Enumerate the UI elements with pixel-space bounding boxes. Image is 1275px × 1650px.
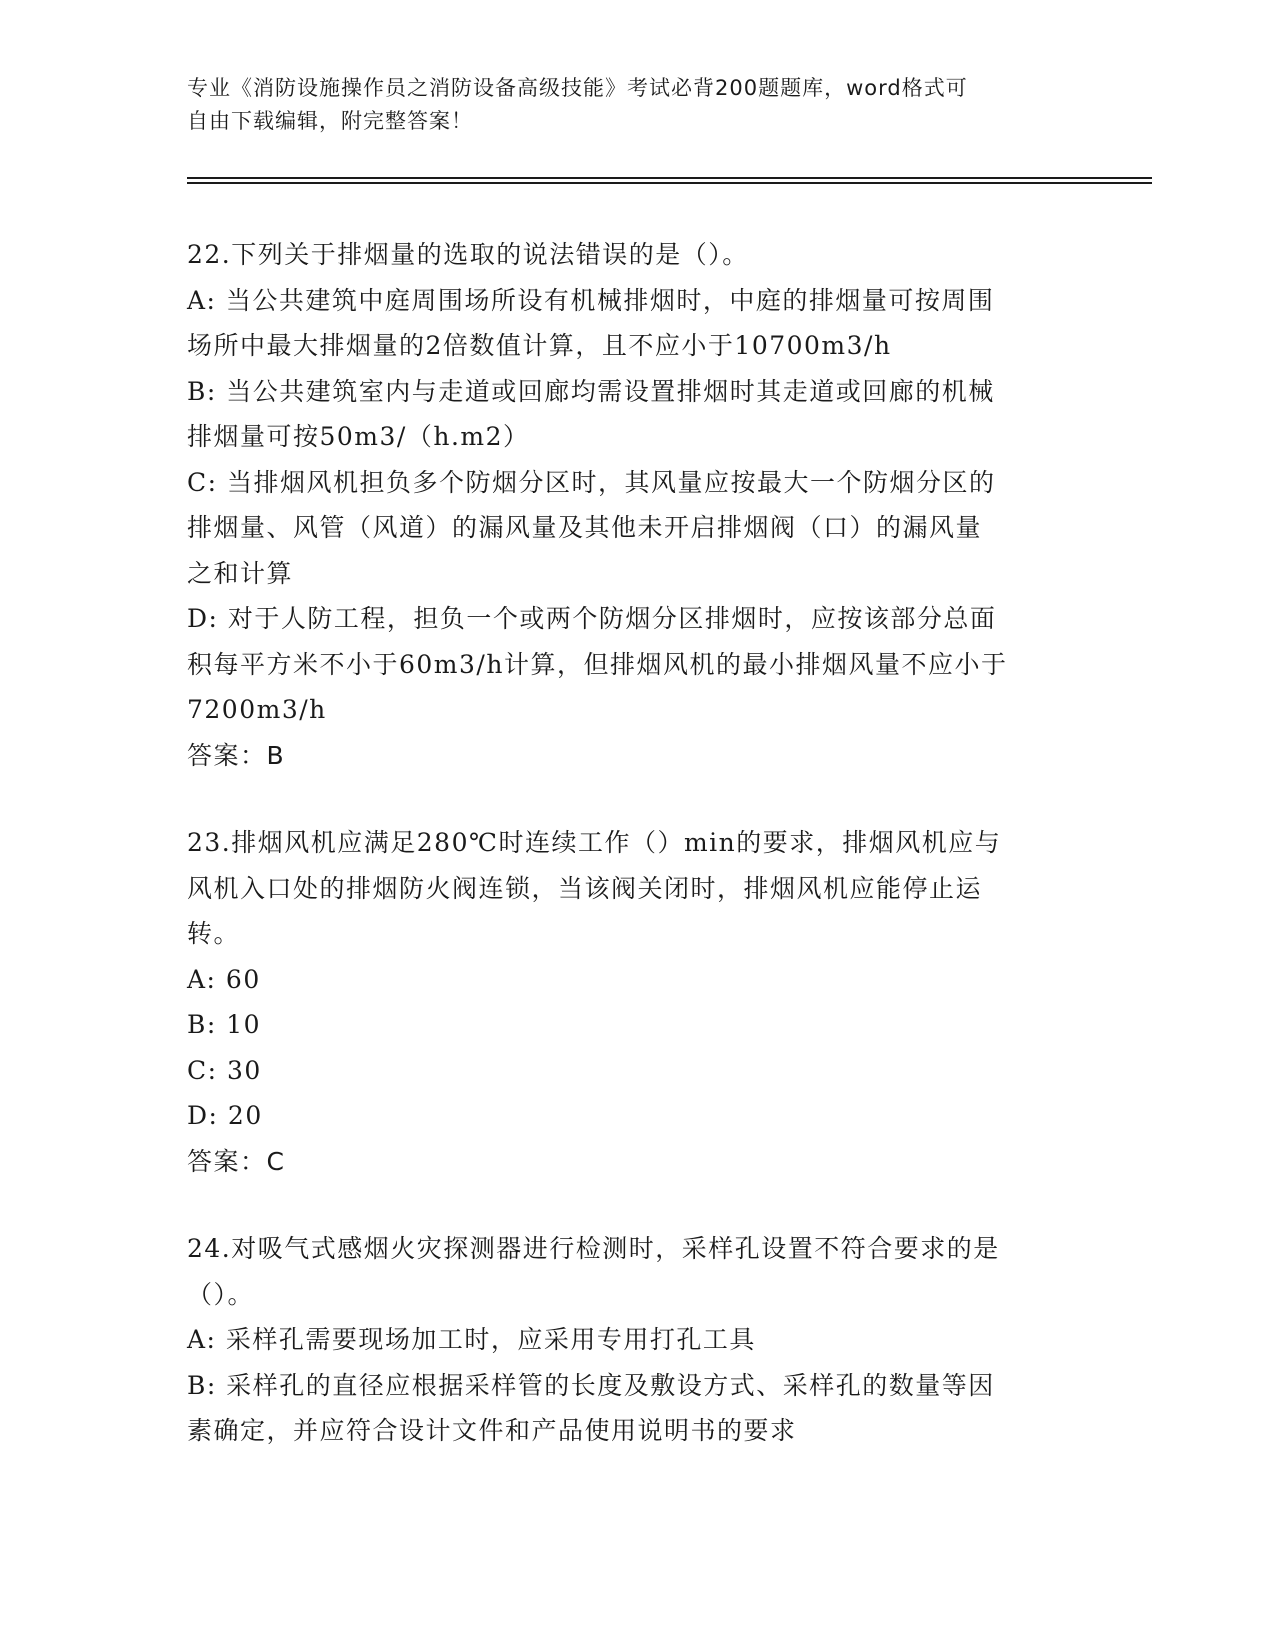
question-block bbox=[187, 232, 1077, 778]
option-line: 素确定，并应符合设计文件和产品使用说明书的要求 bbox=[187, 1416, 797, 1445]
question-stem-line: 风机入口处的排烟防火阀连锁，当该阀关闭时，排烟风机应能停止运 bbox=[187, 873, 983, 903]
option-line: 场所中最大排烟量的2倍数值计算，且不应小于10700m3/h bbox=[187, 331, 892, 360]
option-line: B: 当公共建筑室内与走道或回廊均需设置排烟时其走道或回廊的机械 bbox=[187, 376, 995, 406]
question-stem-line: 24.对吸气式感烟火灾探测器进行检测时，采样孔设置不符合要求的是 bbox=[187, 1234, 1000, 1263]
question-block bbox=[187, 820, 1077, 1184]
option-line: 7200m3/h bbox=[187, 695, 327, 724]
option-line: A: 采样孔需要现场加工时，应采用专用打孔工具 bbox=[187, 1325, 756, 1354]
question-list bbox=[187, 232, 1077, 1496]
option-line: A: 60 bbox=[187, 964, 261, 994]
option-line: B: 10 bbox=[187, 1010, 262, 1039]
question-stem-line: 转。 bbox=[187, 919, 241, 948]
answer-line: 答案：B bbox=[187, 740, 286, 770]
answer-line: 答案：C bbox=[187, 1146, 286, 1176]
document-header bbox=[187, 72, 1067, 138]
option-line: 积每平方米不小于60m3/h计算，但排烟风机的最小排烟风量不应小于 bbox=[187, 649, 1008, 679]
question-stem-line: （）。 bbox=[187, 1279, 255, 1309]
option-line: C: 当排烟风机担负多个防烟分区时，其风量应按最大一个防烟分区的 bbox=[187, 467, 996, 497]
question-block bbox=[187, 1226, 1077, 1454]
option-line: 之和计算 bbox=[187, 558, 294, 588]
question-stem-line: 22.下列关于排烟量的选取的说法错误的是（）。 bbox=[187, 240, 749, 269]
option-line: 排烟量、风管（风道）的漏风量及其他未开启排烟阀（口）的漏风量 bbox=[187, 513, 983, 542]
header-line-2: 自由下载编辑，附完整答案！ bbox=[187, 109, 473, 133]
option-line: B: 采样孔的直径应根据采样管的长度及敷设方式、采样孔的数量等因 bbox=[187, 1370, 995, 1400]
option-line: D: 对于人防工程，担负一个或两个防烟分区排烟时，应按该部分总面 bbox=[187, 604, 997, 633]
option-line: D: 20 bbox=[187, 1101, 263, 1130]
question-stem-line: 23.排烟风机应满足280℃时连续工作（）min的要求，排烟风机应与 bbox=[187, 828, 1002, 857]
header-divider-top bbox=[187, 177, 1152, 179]
header-divider-bottom bbox=[187, 182, 1152, 184]
option-line: A: 当公共建筑中庭周围场所设有机械排烟时，中庭的排烟量可按周围 bbox=[187, 285, 995, 315]
option-line: C: 30 bbox=[187, 1055, 262, 1085]
option-line: 排烟量可按50m3/（h.m2） bbox=[187, 422, 530, 451]
header-line-1: 专业《消防设施操作员之消防设备高级技能》考试必背200题题库，word格式可 bbox=[187, 76, 968, 100]
